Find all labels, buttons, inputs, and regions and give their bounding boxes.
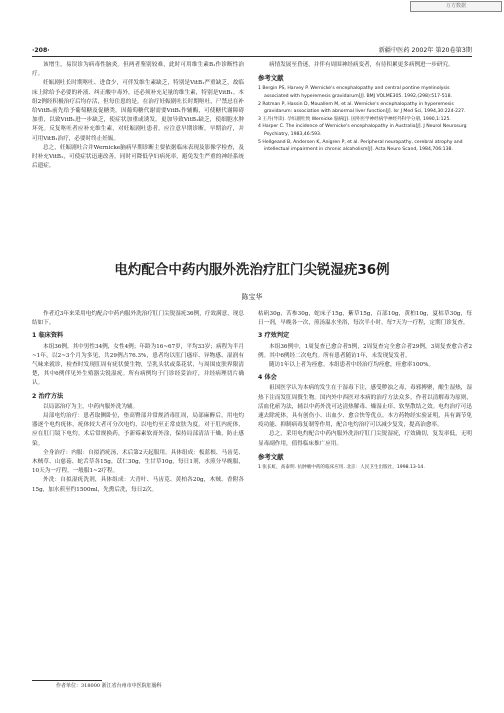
paragraph: 总之，采用电灼配合中药内服外洗治疗肛门尖锐湿疣，疗效确切，复发率低，无明显毒副作用，值得临床推广应用。 xyxy=(258,431,472,447)
watermark-stamp: 万方数据 xyxy=(410,1,502,12)
reference-item: 4 Harper C. The incidence of Wernicke's encephalopathy in Australia[J]. J Neurol Neurosurg Psychiatry, 1983,46:593. xyxy=(258,124,467,137)
bottom-right-column xyxy=(258,310,472,700)
paragraph: 本组36例中，1周复查已愈合者5例，2周复查完全愈合者29例，3周复查愈合者2例。其中6例经二次电灼。所有患者随访1年，未发现复发者。 xyxy=(258,343,472,359)
paragraph: 外洗：自拟湿疣洗剂，具体组成：大青叶、马齿苋、黄柏各20g，木贼、香附各15g，加水煎至约1500ml，先熏后洗，每日2次。 xyxy=(32,477,244,493)
reference-item: 5 Hellgeand B, Andersen K, Anigren P, et al. Peripheral neuropathy, cerebral atrophy and intellectual impairment in chronic alcoholism[J]. Acta Neuro Scand, 1984,706:138. xyxy=(258,139,463,153)
page-header xyxy=(32,46,472,56)
header-rule xyxy=(32,56,472,57)
paragraph: 该增生，易误诊为病毒性脑炎。但两者鉴别较难，此时可用维生素B₁作诊断性治疗。 xyxy=(32,62,244,78)
paragraph: 以局部治疗为主，中药内服外洗为辅。 xyxy=(43,403,139,410)
paragraph: 总之，妊娠剧吐合并Wernicke脑病早期诊断主要依据临床表现及影像学检查，及时补充VitB₁，可使症状迅速改善，同时可降低孕妇病死率，避免发生严重的神经系统后遗症。 xyxy=(32,144,244,170)
reference-item: 1 Bergin PS, Harvey P. Wernicke's encephalopathy and central pontine myelinolysis associated with hyperemesis gravidarum[J]. BMJ VOLME305. 1992,(298):517-518. xyxy=(258,86,452,99)
intro-paragraph: 作者近3年来采用电灼配合中药内服外洗治疗肛门尖锐湿疣36例，疗效满意，现总结如下。 xyxy=(32,311,244,327)
top-left-column xyxy=(32,61,244,251)
references-heading: 参考文献 xyxy=(258,452,284,461)
paragraph: 局部电灼治疗：患者取侧卧位，垫高臀部并常规消毒肛周，局部麻醉后，用电灼器逐个电灼疣体，疣体较大者可分次电灼，以电灼至正常皮肤为度。对于肛内疣体，应在肛门镜下电灼。术后常规换药，予新霉素软膏外涂，保持局部清洁干燥，防止感染。 xyxy=(32,413,244,447)
author-affiliation: 作者单位：318000 浙江省台州市中医院肛肠科 xyxy=(56,683,162,689)
paragraph: 祖国医学认为本病的发生在于湿毒下注，感受秽浊之毒，毒邪搏聚，酿生湿热，湿热下注而发肛周赘生物。国内外中西医对本病的治疗方法众多，作者以清解毒为原则，活血化瘀为法，辅以中药外洗可达清热解毒、燥湿止痒、软坚散结之效。电灼治疗可迅速去除疣体，具有创伤小、出血少、愈合快等优点。本方药物经实验证明，具有调节免疫功能、抑制病毒复制等作用，配合电灼治疗可以减少复发，提高治愈率。 xyxy=(258,385,472,429)
reference-item: 3 王丹(导读). 孕妇剧吐致 Wernicke 脑病[J]. 国外医学神经病学神经外科学分册, 1990,1:125. xyxy=(258,116,451,122)
section-heading: 2 治疗方法 xyxy=(32,392,64,400)
journal-name: 新疆中医药 2002年 第20卷第3期 xyxy=(378,47,472,54)
paragraph: 本组36例，其中男性34例，女性4例；年龄为16~67岁，平均33岁；病程为半月~1年，以2~3个月为多见，共29例占76.3%，患者均以肛门瘙痒、异物感、湿润有气味来就诊，检查时发现肛周有疣状赘生物，呈乳头状或菜花状，与周围皮肤界限清楚，其中6例伴见外生殖器尖锐湿疣。所有病例均于门诊经妥治疗，并经病理切片确认。 xyxy=(32,343,244,387)
paragraph: 随访1年以上者为痊愈。本组患者中经治疗均痊愈，痊愈率100%。 xyxy=(269,362,434,369)
paragraph: 枯矾30g，苦参30g，蛇床子15g，紫草15g，百部10g，黄柏10g，夏枯草30g，每日一剂，早晚各一次，煎汤温水坐浴，每次半小时，每7天为一疗程，定期门诊复查。 xyxy=(258,311,472,327)
footnote-rule xyxy=(32,680,102,681)
section-heading: 1 临床资料 xyxy=(32,332,64,340)
references-heading: 参考文献 xyxy=(258,74,284,83)
paragraph: 病情发展至昏迷，并伴有周围神经病变者，有待积累更多病例进一步研究。 xyxy=(269,62,454,68)
top-right-column xyxy=(258,61,472,251)
page-number: ·208· xyxy=(32,47,50,54)
reference-item: 1 张长虹，高泰明. 抗肿瘤中药的临床应用. 北京：人民卫生出版社，1998.13-14. xyxy=(258,465,425,471)
reference-item: 2 Rotman P, Hassin D, Mouallem M, et al. Wernicke's encephalopathy in hyperemesis gravidarum: association with abnormal liver function[J]. Isr J Med Sci, 1994,30:224-227. xyxy=(258,101,466,115)
paragraph: 妊娠剧吐长时期呕吐、进食少，可伴发维生素缺乏，特别是VitB₁严重缺乏，故临床上除给予必要的补液、纠正酸中毒外，还必须补充足量的维生素，特别是VitB₁。本组2例经积极治疗后均存活，但每住患的是，在治疗妊娠剧吐长时期呕吐，尸禁忌在补给VitB₁前先给予葡萄糖及促糖类。因葡萄糖代谢需要VitB₁作辅酶，可使糖代谢障碍加重，以致VitB₁进一步缺乏，使症状加重或诱发。更加导致VitB₁缺乏，使细胞水肿坏死。反复呕吐者应补充维生素，对妊娠剧吐患者，应注意早期诊断，早期治疗，并可用VitB₁治疗，必要时终止妊娠。 xyxy=(32,80,244,142)
article-title: 电灼配合中药内服外洗治疗肛门尖锐湿疣36例 xyxy=(114,262,390,278)
section-heading: 3 疗效判定 xyxy=(258,332,290,340)
article-author: 陈宝华 xyxy=(241,293,263,301)
section-heading: 4 体会 xyxy=(258,374,277,382)
bottom-left-column xyxy=(32,310,244,678)
paragraph: 全身治疗：内服：自拟消疣汤，术后第2天起服用。具体组成：板蓝根、马齿苋、木贼草、山慈菇、蛇舌草各15g，苡仁30g，生甘草10g，每日1剂，水煎分早晚服，10天为一疗程，一般服1~2疗程。 xyxy=(32,449,244,475)
